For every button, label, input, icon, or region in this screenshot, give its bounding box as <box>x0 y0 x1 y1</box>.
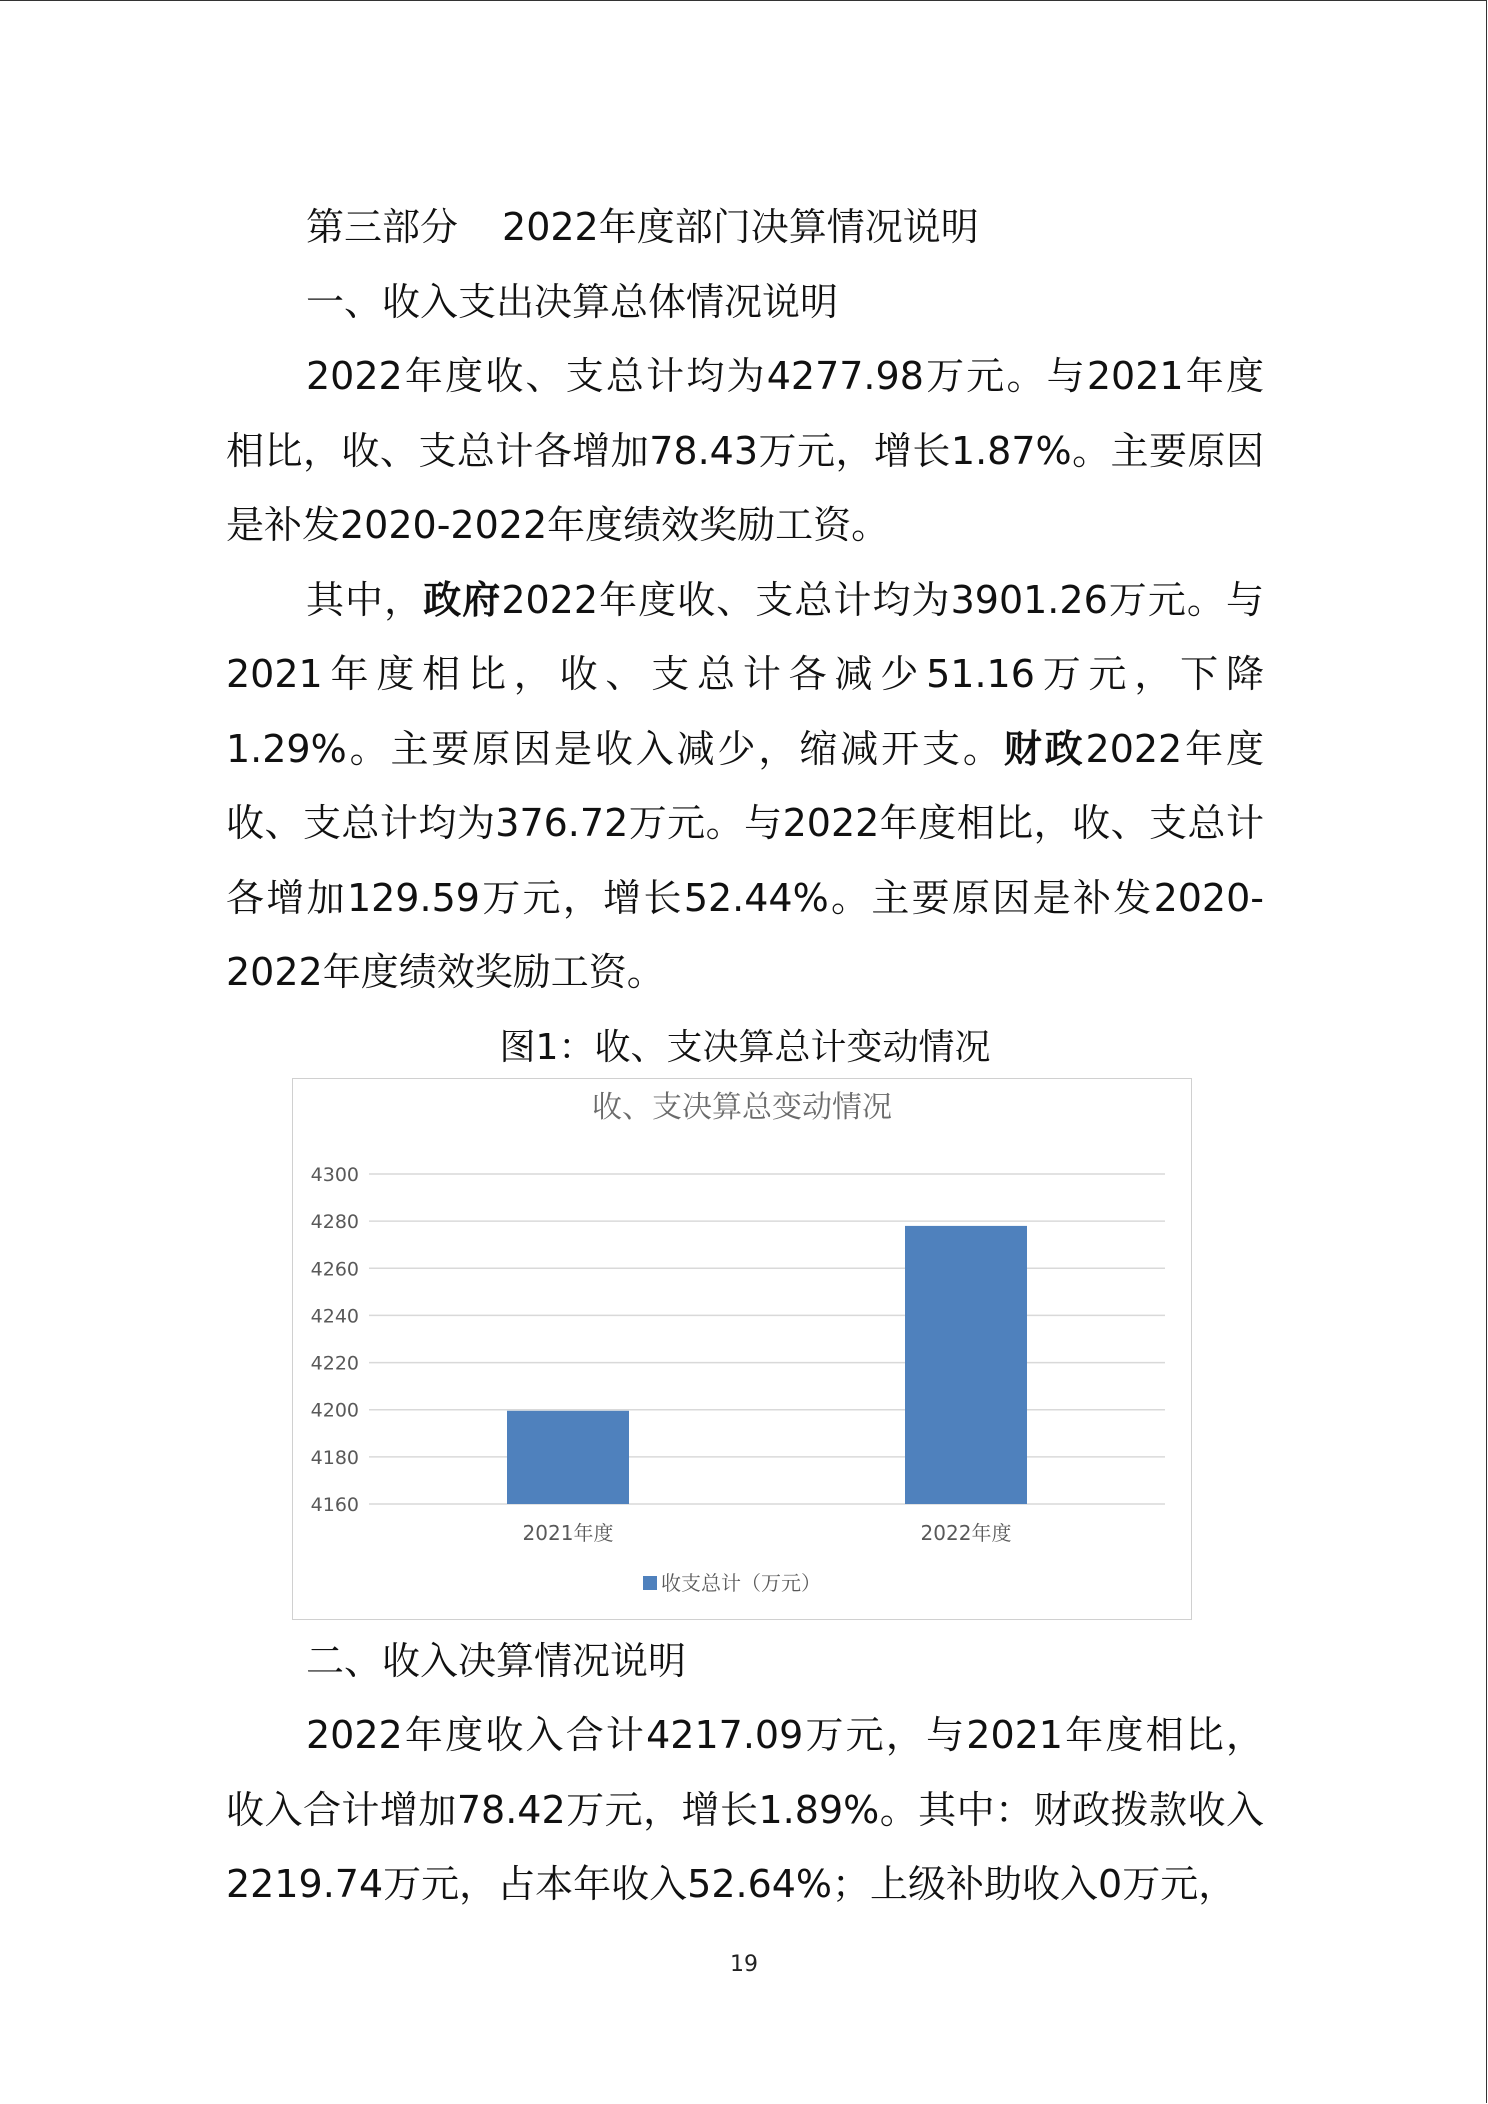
subheading-income: 二、收入决算情况说明 <box>306 1638 687 1683</box>
bar <box>507 1410 629 1503</box>
gov-label: 政府 <box>423 577 502 622</box>
y-tick-label: 4240 <box>310 1304 359 1327</box>
legend <box>643 1571 821 1595</box>
bar <box>905 1225 1027 1503</box>
fin-text: 2022年度收、支总计均为376.72万元。与2022年度相比，收、支总计各增加129.59万元，增长52.44%。主要原因是补发2020-2022年度绩效奖励工资。 <box>226 726 1264 994</box>
bar-chart-svg <box>293 1079 1191 1619</box>
x-tick-label: 2022年度 <box>920 1520 1012 1545</box>
subheading-overall: 一、收入支出决算总体情况说明 <box>306 279 839 324</box>
legend-swatch <box>643 1576 657 1590</box>
breakdown-lead: 其中， <box>306 577 424 622</box>
section-part: 第三部分 <box>306 205 459 249</box>
fin-label: 财政 <box>1003 726 1086 771</box>
y-tick-label: 4300 <box>310 1163 359 1186</box>
y-tick-label: 4200 <box>310 1399 359 1422</box>
paragraph-income: 2022年度收入合计4217.09万元，与2021年度相比，收入合计增加78.42万元，增长1.89%。其中：财政拨款收入2219.74万元，占本年收入52.64%；上级补助收入0万元， <box>226 1713 1264 1906</box>
page-number: 19 <box>730 1952 758 1977</box>
chart-title: 收、支决算总变动情况 <box>592 1089 892 1125</box>
paragraph-overall-totals: 2022年度收、支总计均为4277.98万元。与2021年度相比，收、支总计各增加78.43万元，增长1.87%。主要原因是补发2020-2022年度绩效奖励工资。 <box>226 354 1264 547</box>
legend-label: 收支总计（万元） <box>661 1570 821 1595</box>
x-tick-label: 2021年度 <box>522 1520 614 1545</box>
section-title: 2022年度部门决算情况说明 <box>502 205 979 249</box>
bar-chart <box>292 1078 1192 1620</box>
y-tick-label: 4260 <box>310 1257 359 1280</box>
gov-text: 2022年度收、支总计均为3901.26万元。与2021年度相比，收、支总计各减少51.16万元，下降1.29%。主要原因是收入减少，缩减开支。 <box>226 577 1264 771</box>
figure-caption: 图1：收、支决算总计变动情况 <box>499 1026 991 1068</box>
y-tick-label: 4180 <box>310 1446 359 1469</box>
paragraph-breakdown <box>226 563 1264 1010</box>
y-tick-label: 4280 <box>310 1210 359 1233</box>
y-tick-label: 4160 <box>310 1493 359 1516</box>
y-tick-label: 4220 <box>310 1352 359 1375</box>
section-heading <box>226 190 1264 265</box>
document-body <box>226 190 1264 1922</box>
